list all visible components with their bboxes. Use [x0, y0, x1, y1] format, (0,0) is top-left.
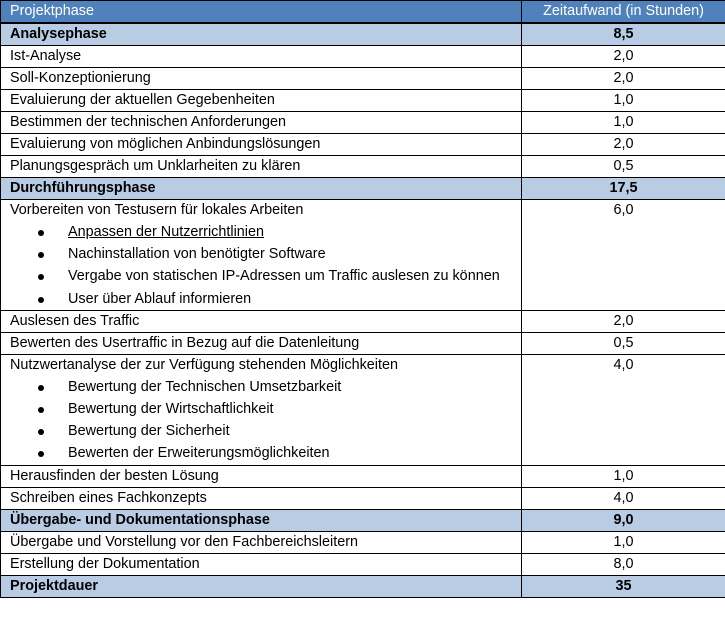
- table-row: [1, 354, 725, 465]
- list-item: Anpassen der Nutzerrichtlinien: [68, 221, 521, 243]
- bullet-icon: [38, 230, 44, 236]
- table-header-row: [1, 1, 725, 24]
- task-value: 0,5: [522, 332, 725, 354]
- table-row: [1, 112, 725, 134]
- list-item: Bewertung der Sicherheit: [68, 420, 521, 442]
- table-row: [1, 310, 725, 332]
- task-label: Schreiben eines Fachkonzepts: [1, 487, 522, 509]
- task-label: Planungsgespräch um Unklarheiten zu klären: [1, 156, 522, 178]
- table-row: [1, 465, 725, 487]
- total-label: Projektdauer: [1, 575, 522, 597]
- total-row: [1, 575, 725, 597]
- task-value: 1,0: [522, 465, 725, 487]
- phase-row: [1, 509, 725, 531]
- task-label: Ist-Analyse: [1, 46, 522, 68]
- task-value: 1,0: [522, 531, 725, 553]
- task-label: Erstellung der Dokumentation: [1, 553, 522, 575]
- list-item: Bewertung der Wirtschaftlichkeit: [68, 398, 521, 420]
- header-zeitaufwand: Zeitaufwand (in Stunden): [522, 1, 725, 24]
- list-item: Vergabe von statischen IP-Adressen um Traffic auslesen zu können: [68, 265, 521, 287]
- table-row: [1, 134, 725, 156]
- table-row: [1, 531, 725, 553]
- bullet-icon: [38, 429, 44, 435]
- phase-label: Analysephase: [1, 23, 522, 46]
- phase-value: 9,0: [522, 509, 725, 531]
- task-label: Nutzwertanalyse der zur Verfügung stehenden Möglichkeiten: [10, 356, 398, 373]
- task-value: 8,0: [522, 553, 725, 575]
- task-label: Soll-Konzeptionierung: [1, 68, 522, 90]
- bullet-icon: [38, 297, 44, 303]
- table-row: [1, 68, 725, 90]
- bullet-icon: [38, 252, 44, 258]
- table-row: [1, 487, 725, 509]
- list-item: Bewerten der Erweiterungsmöglichkeiten: [68, 442, 521, 464]
- task-value: 4,0: [522, 354, 725, 465]
- task-label: Herausfinden der besten Lösung: [1, 465, 522, 487]
- bullet-icon: [38, 274, 44, 280]
- table-row: [1, 200, 725, 311]
- table-row: [1, 90, 725, 112]
- task-label: Evaluierung von möglichen Anbindungslösungen: [1, 134, 522, 156]
- header-projektphase: Projektphase: [1, 1, 522, 24]
- list-item: User über Ablauf informieren: [68, 288, 521, 310]
- table-row: [1, 332, 725, 354]
- task-value: 4,0: [522, 487, 725, 509]
- phase-value: 17,5: [522, 178, 725, 200]
- phase-row: [1, 23, 725, 46]
- task-value: 0,5: [522, 156, 725, 178]
- bullet-list: [10, 376, 521, 465]
- task-label: Übergabe und Vorstellung vor den Fachbereichsleitern: [1, 531, 522, 553]
- phase-label: Übergabe- und Dokumentationsphase: [1, 509, 522, 531]
- table-row: [1, 553, 725, 575]
- task-label: Auslesen des Traffic: [1, 310, 522, 332]
- table-row: [1, 46, 725, 68]
- task-value: 2,0: [522, 310, 725, 332]
- phase-value: 8,5: [522, 23, 725, 46]
- phase-label: Durchführungsphase: [1, 178, 522, 200]
- task-label: Bestimmen der technischen Anforderungen: [1, 112, 522, 134]
- table-row: [1, 156, 725, 178]
- bullet-icon: [38, 451, 44, 457]
- total-value: 35: [522, 575, 725, 597]
- task-value: 2,0: [522, 68, 725, 90]
- phase-row: [1, 178, 725, 200]
- task-label: Vorbereiten von Testusern für lokales Arbeiten: [10, 202, 304, 218]
- task-label: Evaluierung der aktuellen Gegebenheiten: [1, 90, 522, 112]
- task-value: 6,0: [522, 200, 725, 311]
- list-item: Bewertung der Technischen Umsetzbarkeit: [68, 376, 521, 398]
- bullet-icon: [38, 385, 44, 391]
- task-label: Bewerten des Usertraffic in Bezug auf die Datenleitung: [1, 332, 522, 354]
- task-value: 1,0: [522, 112, 725, 134]
- bullet-list: [10, 221, 521, 310]
- task-cell: [1, 200, 522, 311]
- task-value: 1,0: [522, 90, 725, 112]
- bullet-icon: [38, 407, 44, 413]
- list-item: Nachinstallation von benötigter Software: [68, 243, 521, 265]
- task-value: 2,0: [522, 46, 725, 68]
- task-value: 2,0: [522, 134, 725, 156]
- task-cell: [1, 354, 522, 465]
